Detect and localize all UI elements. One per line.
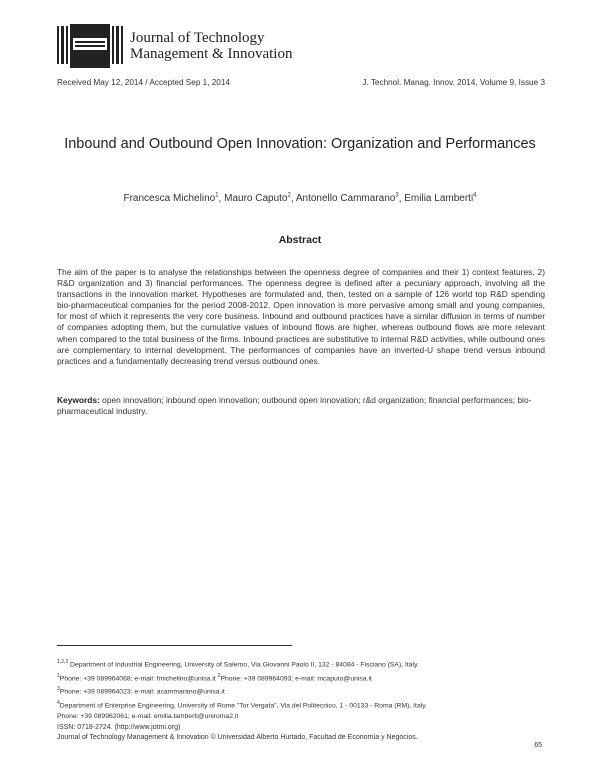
keywords-label: Keywords: [57, 395, 100, 405]
journal-logo-mark-icon [57, 24, 127, 68]
footnote-mark: 4 [57, 700, 60, 707]
author-affiliation-mark: 1 [215, 193, 219, 199]
footnote-text: Department of Industrial Engineering, University of Salerno, Via Giovanni Paolo II, 132 - 84084 - Fisciano (SA), Italy. [70, 661, 419, 669]
journal-citation: J. Technol. Manag. Innov. 2014, Volume 9, Issue 3 [362, 78, 545, 87]
abstract-text: The aim of the paper is to analyse the relationships between the openness degree of companies and their 1) context features, 2) R&D organization and 3) financial performances. The openness degree is defined after a pecuniary approach, involving all the transactions in the innovation market. Hypotheses are formulated and, then, tested on a sample of 126 world top R&D spending bio-pharmaceutical companies for the period 2008-2012. Open innovation is more pervasive among small and young companies, for most of which it represents the very core business. Inbound and outbound practices have a similar diffusion in terms of number of companies adopting them, but the cumulative values of inbound flows are higher, whereas outbound flows are more relevant when compared to the total business of the firms. Inbound practices are substitutive to internal R&D activities, while outbound ones are complementary to internal development. The performances of companies have an inverted-U shape trend versus inbound practices and a fundamentally decreasing trend versus outbound ones. [57, 267, 545, 366]
page-number: 65 [534, 742, 542, 749]
author [404, 193, 476, 204]
publisher: Journal of Technology Management & Innovation © Universidad Alberto Hurtado, Facultad de Economía y Negocios. [57, 734, 418, 741]
keywords [57, 395, 545, 417]
keywords-text: open innovation; inbound open innovation; outbound open innovation; r&d organization; financial performances; bio-pharmaceutical industry. [57, 395, 532, 417]
author-list: Francesca Michelino$^1$, Mauro Caputo$^2$, Antonello Cammarano$^3$, Emilia Lamberti$^4$ [123, 193, 477, 205]
author-affiliation-mark: 3 [395, 193, 399, 199]
journal-name-line2: Management & Innovation [130, 46, 293, 62]
footnote [57, 671, 547, 685]
footnote-text: Phone: +39 089962061; e-mail: emilia.lamberti@uniroma2.it [57, 712, 239, 720]
footnote-mark: 2 [217, 672, 221, 679]
paper-title: Inbound and Outbound Open Innovation: Organization and Performances [64, 136, 536, 152]
author [224, 193, 291, 204]
author-name: Antonello Cammarano [295, 193, 396, 205]
author-name: Mauro Caputo [224, 193, 288, 205]
journal-logo [57, 24, 357, 70]
footnote-text: Department of Enterprise Engineering, University of Rome "Tor Vergata", Via del Politecnico, 1 - 00133 - Roma (RM), Italy. [59, 702, 428, 710]
footnote [57, 657, 547, 671]
author [123, 193, 218, 204]
footnote [57, 712, 547, 722]
abstract-heading: Abstract [278, 234, 322, 246]
footnote-mark: 1,2,3 [57, 659, 69, 665]
footnote-text: Phone: +39 089964068; e-mail: fmichelino@unisa.it [59, 674, 216, 682]
footnote-text: Phone: +39 089964093; e-mail: mcaputo@unisa.it [220, 674, 372, 682]
issn: ISSN: 0718-2724. (http://www.jotmi.org) [57, 724, 181, 731]
footnote [57, 698, 547, 712]
journal-name-line1: Journal of Technology [130, 30, 265, 46]
author-name: Emilia Lamberti [404, 193, 474, 205]
publication-info [57, 723, 418, 743]
author-affiliation-mark: 2 [287, 193, 291, 199]
author [296, 193, 399, 204]
footnote-mark: 1 [57, 672, 60, 679]
footnote-text: Phone: +39 089964023; e-mail: acammarano@unisa.it [59, 688, 225, 696]
footnote-mark: 3 [57, 686, 60, 693]
footnotes [57, 657, 547, 722]
footnote-divider [57, 645, 292, 646]
author-name: Francesca Michelino [123, 193, 216, 205]
author-affiliation-mark: 4 [473, 193, 477, 199]
footnote [57, 684, 547, 698]
received-accepted-dates: Received May 12, 2014 / Accepted Sep 1, 2014 [57, 78, 230, 87]
journal-name [130, 30, 292, 62]
